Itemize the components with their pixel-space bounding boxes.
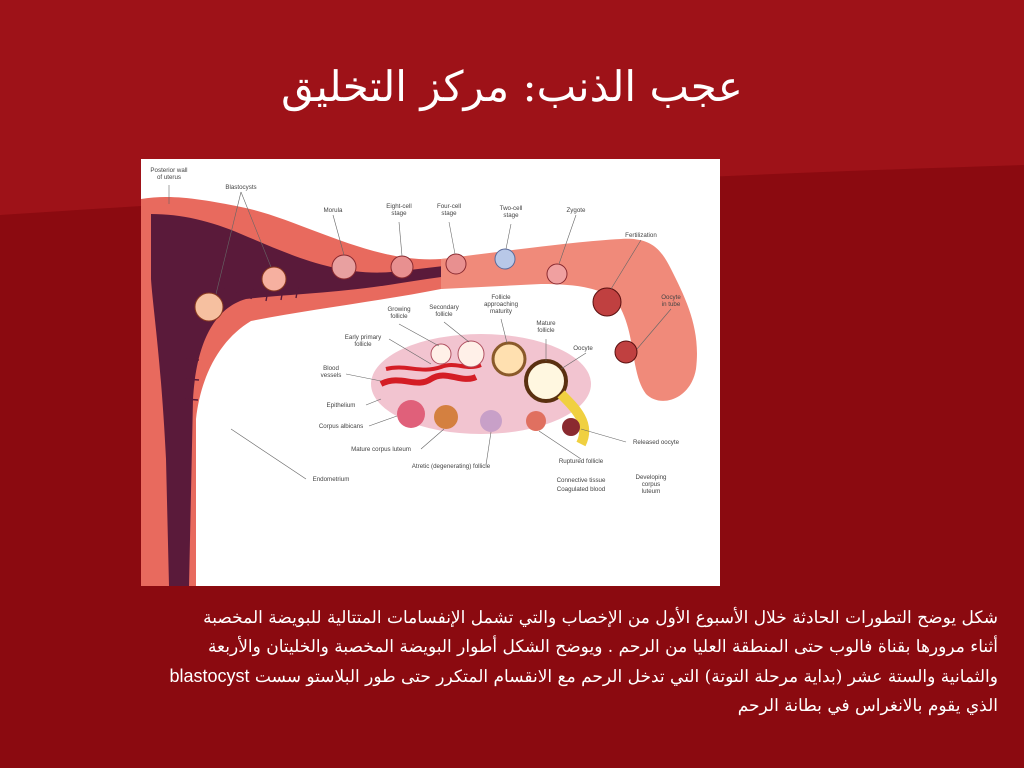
caption-line-3-latin: blastocyst [169,666,250,686]
svg-text:Oocyte: Oocyte [573,345,593,352]
svg-text:Four-cellstage: Four-cell stage [436,203,462,217]
caption-line-4: الذي يقوم بالانغراس في بطانة الرحم [737,696,998,716]
svg-text:Maturefollicle: Mature follicle [536,320,556,334]
svg-text:Follicleapproachingmaturity: Follicle approaching maturity [483,294,519,315]
growing-follicle [431,344,451,364]
caption-line-3 [8,662,998,692]
svg-text:Early primaryfollicle: Early primary follicle [344,334,382,348]
zygote [547,264,567,284]
svg-text:Posterior wallof uterus: Posterior wall of uterus [150,167,188,181]
reproductive-diagram [141,159,720,586]
svg-text:Oocytein tube: Oocyte in tube [661,294,681,308]
svg-text:Endometrium: Endometrium [312,476,350,483]
ruptured-follicle [526,411,546,431]
svg-text:Atretic (degenerating) follicl: Atretic (degenerating) follicle [411,463,491,470]
svg-text:Released oocyte: Released oocyte [632,439,680,446]
caption-line-1: شكل يوضح التطورات الحادثة خلال الأسبوع الأول من الإخصاب والتي تشمل الإنفسامات المتتالية للبويضة المخصبة [203,608,998,628]
morula [332,255,356,279]
svg-text:Secondaryfollicle: Secondary follicle [429,304,459,318]
svg-text:Morula: Morula [323,207,343,214]
caption-line-3-arabic: والثمانية والستة عشر (بداية مرحلة التوتة) التي تدخل الرحم مع الانقسام المتكرر حتى طور البلاستو سست [254,667,998,687]
svg-text:Blastocysts: Blastocysts [225,184,257,191]
slide-title: عجب الذنب: مركز التخليق [281,62,743,111]
svg-text:Ruptured follicle: Ruptured follicle [558,458,604,465]
released-oocyte [562,418,580,436]
svg-text:Growingfollicle: Growing follicle [387,306,411,320]
svg-text:Developingcorpusluteum: Developing corpus luteum [635,474,667,495]
corpus-albicans [397,400,425,428]
diagram-svg [141,159,720,586]
svg-text:Connective tissue: Connective tissue [556,477,606,484]
svg-text:Eight-cellstage: Eight-cell stage [386,203,412,217]
mature-follicle [526,361,566,401]
atretic-follicle [480,410,502,432]
svg-text:Zygote: Zygote [566,207,586,214]
four-cell-stage [446,254,466,274]
follicle-approaching-maturity [493,343,525,375]
secondary-follicle [458,341,484,367]
two-cell-stage [495,249,515,269]
blastocyst [262,267,286,291]
svg-text:Coagulated blood: Coagulated blood [556,486,606,493]
blastocyst-implanting [195,293,223,321]
eight-cell-stage [391,256,413,278]
svg-text:Bloodvessels: Blood vessels [320,365,342,379]
caption-line-2: أثناء مرورها بقناة فالوب حتى المنطقة العليا من الرحم . ويوضح الشكل أطوار البويضة المخصبة والخليتان والأربعة [207,637,998,657]
oocyte-in-tube [615,341,637,363]
caption [8,604,998,721]
svg-text:Mature corpus luteum: Mature corpus luteum [351,446,411,453]
svg-text:Epithelium: Epithelium [326,402,356,409]
svg-text:Two-cellstage: Two-cell stage [499,205,523,219]
fertilization-oocyte [593,288,621,316]
svg-text:Corpus albicans: Corpus albicans [318,423,364,430]
mature-corpus-luteum [434,405,458,429]
svg-text:Fertilization: Fertilization [625,232,657,239]
